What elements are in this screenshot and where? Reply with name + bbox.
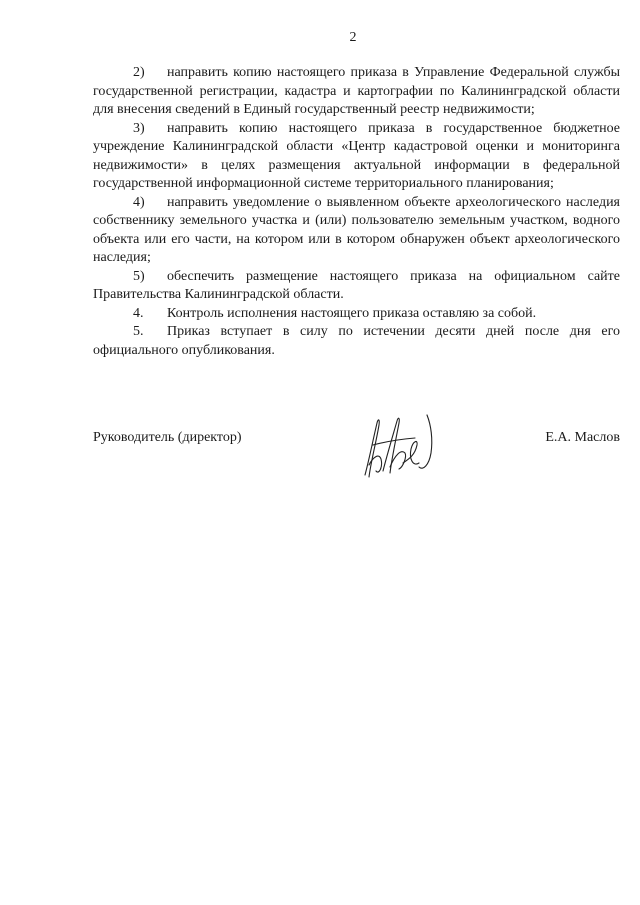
item-text: направить копию настоящего приказа в государственное бюджетное учреждение Калининградской области «Центр кадастровой оценки и мониторинга недвижимости» в целях размещения актуальной информации в федеральной государственной информационной системе территориального планирования; [93, 120, 620, 191]
item-number: 4) [133, 194, 145, 210]
handwritten-signature [343, 405, 453, 485]
item-number: 4. [133, 305, 144, 321]
list-item [93, 268, 620, 305]
item-text: направить уведомление о выявленном объекте археологического наследия собственнику земельного участка и (или) пользователю земельным участком, водного объекта или его части, на котором или в котором обнаружен объект археологического наследия; [93, 194, 620, 265]
list-item [93, 120, 620, 194]
item-text: направить копию настоящего приказа в Управление Федеральной службы государственной регистрации, кадастра и картографии по Калининградской области для внесения сведений в Единый государственный реестр недвижимости; [93, 65, 620, 117]
list-item [93, 323, 620, 360]
page-number: 2 [349, 30, 357, 45]
signature-block [93, 430, 620, 490]
list-item [93, 305, 620, 324]
item-number: 2) [133, 65, 145, 80]
signer-position: Руководитель (директор) [93, 430, 242, 445]
list-item [93, 194, 620, 268]
item-text: Контроль исполнения настоящего приказа оставляю за собой. [167, 305, 537, 321]
item-text: обеспечить размещение настоящего приказа на официальном сайте Правительства Калининградской области. [93, 268, 620, 302]
signer-name: Е.А. Маслов [545, 430, 620, 445]
item-number: 5) [133, 268, 145, 284]
list-item [93, 64, 620, 120]
item-number: 3) [133, 120, 145, 136]
item-number: 5. [133, 324, 144, 339]
item-text: Приказ вступает в силу по истечении десяти дней после дня его официального опубликования. [93, 324, 620, 358]
document-body [93, 64, 620, 360]
